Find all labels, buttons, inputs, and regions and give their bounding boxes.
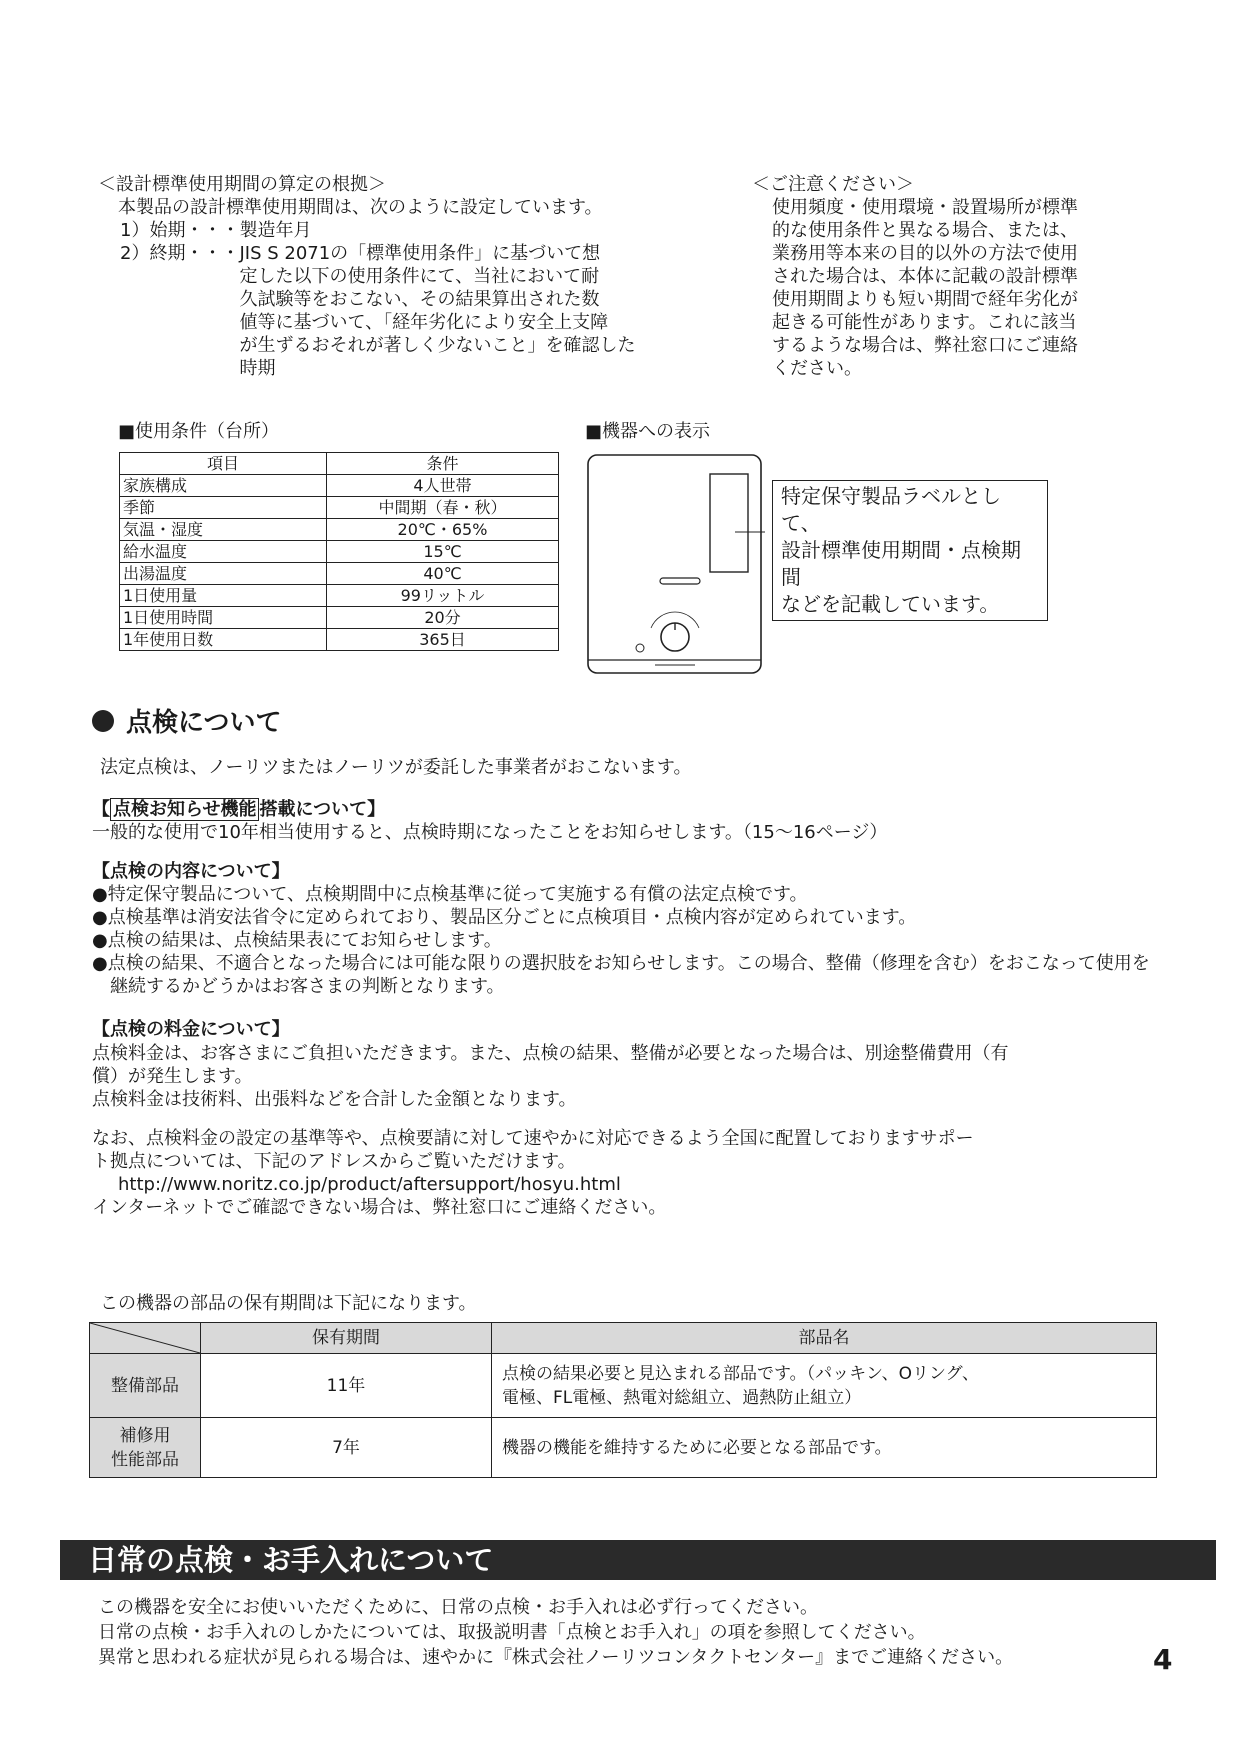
table-row: [90, 1354, 1157, 1418]
table-cell: 365日: [327, 629, 559, 651]
column-header: 条件: [327, 453, 559, 475]
table-row: [120, 629, 559, 651]
table-row: [120, 475, 559, 497]
inspection-intro: 法定点検は、ノーリツまたはノーリツが委託した事業者がおこないます。: [100, 757, 692, 778]
inspection-heading: 点検について: [126, 708, 282, 738]
caution-line: 起きる可能性があります。これに該当: [772, 312, 1077, 333]
parts-intro: この機器の部品の保有期間は下記になります。: [100, 1293, 477, 1314]
list-item: ●点検の結果は、点検結果表にてお知らせします。: [92, 930, 502, 951]
label-area: [710, 474, 748, 572]
fee-text: [92, 1042, 1009, 1111]
table-cell: 15℃: [327, 541, 559, 563]
daily-line: 異常と思われる症状が見られる場合は、速やかに『株式会社ノーリツコンタクトセンター』までご連絡ください。: [98, 1647, 1014, 1668]
table-cell: 気温・湿度: [120, 519, 327, 541]
inspection-heading-row: [92, 702, 281, 739]
caution-line: するような場合は、弊社窓口にご連絡: [772, 335, 1078, 356]
table-cell: 1日使用時間: [120, 607, 327, 629]
basis-item2-line: JIS S 2071の「標準使用条件」に基づいて想: [239, 243, 601, 264]
table-header-row: [90, 1323, 1157, 1354]
list-item: ●特定保守製品について、点検期間中に点検基準に従って実施する有償の法定点検です。: [92, 884, 808, 905]
row-label-line: 性能部品: [111, 1449, 179, 1470]
caution-line: ください。: [772, 358, 862, 379]
table-row: [120, 563, 559, 585]
support-text: [92, 1127, 974, 1219]
table-cell: 中間期（春・秋）: [327, 497, 559, 519]
desc-cell: [492, 1418, 1157, 1478]
basis-item2-line: 久試験等をおこない、その結果算出された数: [239, 289, 600, 310]
table-cell: 99リットル: [327, 585, 559, 607]
table-row: [120, 585, 559, 607]
water-heater-illustration: [585, 452, 765, 688]
desc-line: 電極、FL電極、熱電対総組立、過熱防止組立）: [502, 1387, 862, 1408]
diagonal-corner-cell: [90, 1323, 201, 1354]
notify-text: 一般的な使用で10年相当使用すると、点検時期になったことをお知らせします。（15～16ページ）: [92, 822, 888, 843]
conditions-title: ■使用条件（台所）: [118, 421, 280, 442]
row-label: [90, 1418, 201, 1478]
daily-heading-banner: 日常の点検・お手入れについて: [60, 1540, 1216, 1580]
basis-heading: ＜設計標準使用期間の算定の根拠＞: [98, 174, 386, 195]
fee-heading: 【点検の料金について】: [92, 1019, 290, 1040]
table-cell: 40℃: [327, 563, 559, 585]
caution-body: [752, 196, 1078, 380]
basis-item2-line: 定した以下の使用条件にて、当社において耐: [239, 266, 600, 287]
period-cell: 7年: [201, 1418, 492, 1478]
callout-line: 設計標準使用期間・点検期間: [781, 538, 1021, 589]
callout-line: 特定保守製品ラベルとして、: [781, 484, 1001, 535]
table-cell: 20℃・65%: [327, 519, 559, 541]
support-line: ト拠点については、下記のアドレスからご覧いただけます。: [92, 1151, 576, 1172]
table-cell: 季節: [120, 497, 327, 519]
basis-section: [98, 173, 635, 380]
device-title: ■機器への表示: [585, 421, 711, 442]
table-header-row: [120, 453, 559, 475]
table-row: [120, 497, 559, 519]
table-row: [120, 541, 559, 563]
caution-section: [752, 173, 1078, 380]
notify-tag: 点検お知らせ機能: [110, 798, 259, 821]
content-heading: 【点検の内容について】: [92, 861, 290, 882]
table-cell: 1年使用日数: [120, 629, 327, 651]
support-line: なお、点検料金の設定の基準等や、点検要請に対して速やかに対応できるよう全国に配置しておりますサポー: [92, 1128, 974, 1149]
diagonal-line: [90, 1323, 200, 1353]
caution-line: 業務用等本来の目的以外の方法で使用: [772, 243, 1078, 264]
page-number: 4: [1153, 1643, 1173, 1676]
table-cell: 4人世帯: [327, 475, 559, 497]
desc-cell: [492, 1354, 1157, 1418]
desc-line: 機器の機能を維持するために必要となる部品です。: [502, 1437, 892, 1458]
daily-line: この機器を安全にお使いいただくために、日常の点検・お手入れは必ず行ってください。: [98, 1597, 818, 1618]
table-row: [120, 607, 559, 629]
caution-line: 使用頻度・使用環境・設置場所が標準: [772, 197, 1078, 218]
notify-heading: [92, 798, 385, 821]
bullet-circle-icon: [92, 710, 114, 732]
table-cell: 給水温度: [120, 541, 327, 563]
basis-item2-line: 時期: [239, 358, 276, 379]
content-bullets: [92, 883, 1150, 998]
conditions-table: [119, 452, 559, 651]
caution-line: 使用期間よりも短い期間で経年劣化が: [772, 289, 1078, 310]
fee-line: 償）が発生します。: [92, 1066, 253, 1087]
list-item: ●点検基準は消安法省令に定められており、製品区分ごとに点検項目・点検内容が定められています。: [92, 907, 917, 928]
table-cell: 20分: [327, 607, 559, 629]
fee-line: 点検料金は、お客さまにご負担いただきます。また、点検の結果、整備が必要となった場合は、別途整備費用（有: [92, 1043, 1009, 1064]
support-url-link[interactable]: http://www.noritz.co.jp/product/aftersupport/hosyu.html: [118, 1174, 621, 1195]
desc-line: 点検の結果必要と見込まれる部品です。（パッキン、Oリング、: [502, 1363, 979, 1384]
list-item: ●点検の結果、不適合となった場合には可能な限りの選択肢をお知らせします。この場合、整備（修理を含む）をおこなって使用を継続するかどうかはお客さまの判断となります。: [92, 953, 1150, 997]
notify-heading-rest: 搭載について】: [259, 799, 386, 820]
column-header: 項目: [120, 453, 327, 475]
column-header: 部品名: [492, 1323, 1157, 1354]
table-row: [120, 519, 559, 541]
column-header: 保有期間: [201, 1323, 492, 1354]
table-cell: 出湯温度: [120, 563, 327, 585]
caution-line: 的な使用条件と異なる場合、または、: [772, 220, 1078, 241]
table-row: [90, 1418, 1157, 1478]
support-line: インターネットでご確認できない場合は、弊社窓口にご連絡ください。: [92, 1197, 667, 1218]
daily-line: 日常の点検・お手入れのしかたについては、取扱説明書「点検とお手入れ」の項を参照してください。: [98, 1622, 926, 1643]
basis-intro: 本製品の設計標準使用期間は、次のように設定しています。: [118, 197, 603, 218]
device-callout: [772, 480, 1048, 621]
basis-item1: 1）始期・・・製造年月: [120, 220, 312, 241]
basis-item2: [98, 242, 635, 380]
row-label: 整備部品: [90, 1354, 201, 1418]
table-cell: 家族構成: [120, 475, 327, 497]
period-cell: 11年: [201, 1354, 492, 1418]
daily-text: [98, 1595, 1013, 1670]
notify-bracket: 【: [92, 799, 110, 820]
caution-heading: ＜ご注意ください＞: [752, 174, 914, 195]
fee-line: 点検料金は技術料、出張料などを合計した金額となります。: [92, 1089, 577, 1110]
basis-item2-line: が生ずるおそれが著しく少ないこと」を確認した: [239, 335, 636, 356]
basis-item2-body: [239, 242, 635, 380]
basis-item2-head: 2）終期・・・: [120, 243, 240, 264]
row-label-line: 補修用: [119, 1425, 171, 1446]
caution-line: された場合は、本体に記載の設計標準: [772, 266, 1078, 287]
basis-item2-line: 値等に基づいて、「経年劣化により安全上支障: [239, 312, 609, 333]
table-cell: 1日使用量: [120, 585, 327, 607]
parts-table: [89, 1322, 1157, 1478]
callout-line: などを記載しています。: [781, 592, 1000, 616]
